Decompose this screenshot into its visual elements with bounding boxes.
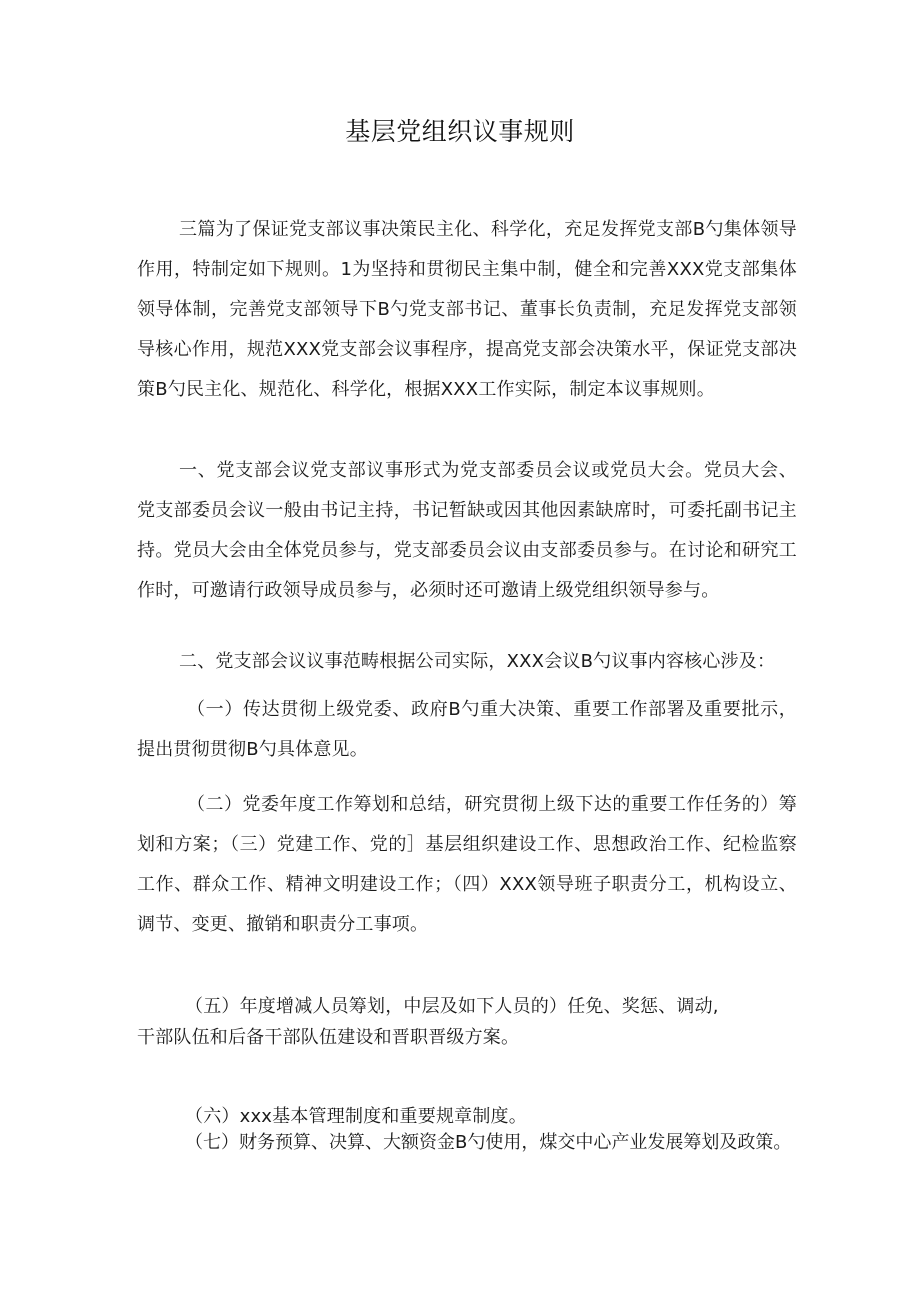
paragraph-item-2-4: （二）党委年度工作筹划和总结，研究贯彻上级下达的重要工作任务的）筹划和方案；（三）党建工作、党的］基层组织建设工作、思想政治工作、纪检监察工作、群众工作、精神文明建设工作；（四）XXX领导班子职责分工，机构设立、调节、变更、撤销和职责分工事项。 <box>137 794 797 935</box>
paragraph-item-5-line-1: （五）年度增减人员筹划，中层及如下人员的）任免、奖惩、调动, <box>185 996 719 1017</box>
paragraph-item-7: （七）财务预算、决算、大额资金B勺使用，煤交中心产业发展筹划及政策。 <box>185 1132 792 1153</box>
paragraph-item-6: （六）xxx基本管理制度和重要规章制度。 <box>185 1106 527 1127</box>
paragraph-section-one: 一、党支部会议党支部议事形式为党支部委员会议或党员大会。党员大会、党支部委员会议一般由书记主持，书记暂缺或因其他因素缺席时，可委托副书记主持。党员大会由全体党员参与，党支部委员会议由支部委员参与。在讨论和研究工作时，可邀请行政领导成员参与，必须时还可邀请上级党组织领导参与。 <box>137 460 797 601</box>
document-title: 基层党组织议事规则 <box>345 117 575 146</box>
paragraph-item-1: （一）传达贯彻上级党委、政府B勺重大决策、重要工作部署及重要批示，提出贯彻贯彻B勺具体意见。 <box>137 699 797 760</box>
paragraph-intro: 三篇为了保证党支部议事决策民主化、科学化，充足发挥党支部B勺集体领导作用，特制定如下规则。1为坚持和贯彻民主集中制，健全和完善XXX党支部集体领导体制，完善党支部领导下B勺党支部书记、董事长负责制，充足发挥党支部领导核心作用，规范XXX党支部会议事程序，提高党支部会决策水平，保证党支部决策B勺民主化、规范化、科学化，根据XXX工作实际，制定本议事规则。 <box>137 219 797 400</box>
paragraph-item-5-line-2: 干部队伍和后备干部队伍建设和晋职晋级方案。 <box>137 1027 520 1048</box>
paragraph-section-two: 二、党支部会议议事范畴根据公司实际，XXX会议B勺议事内容核心涉及： <box>179 651 776 672</box>
